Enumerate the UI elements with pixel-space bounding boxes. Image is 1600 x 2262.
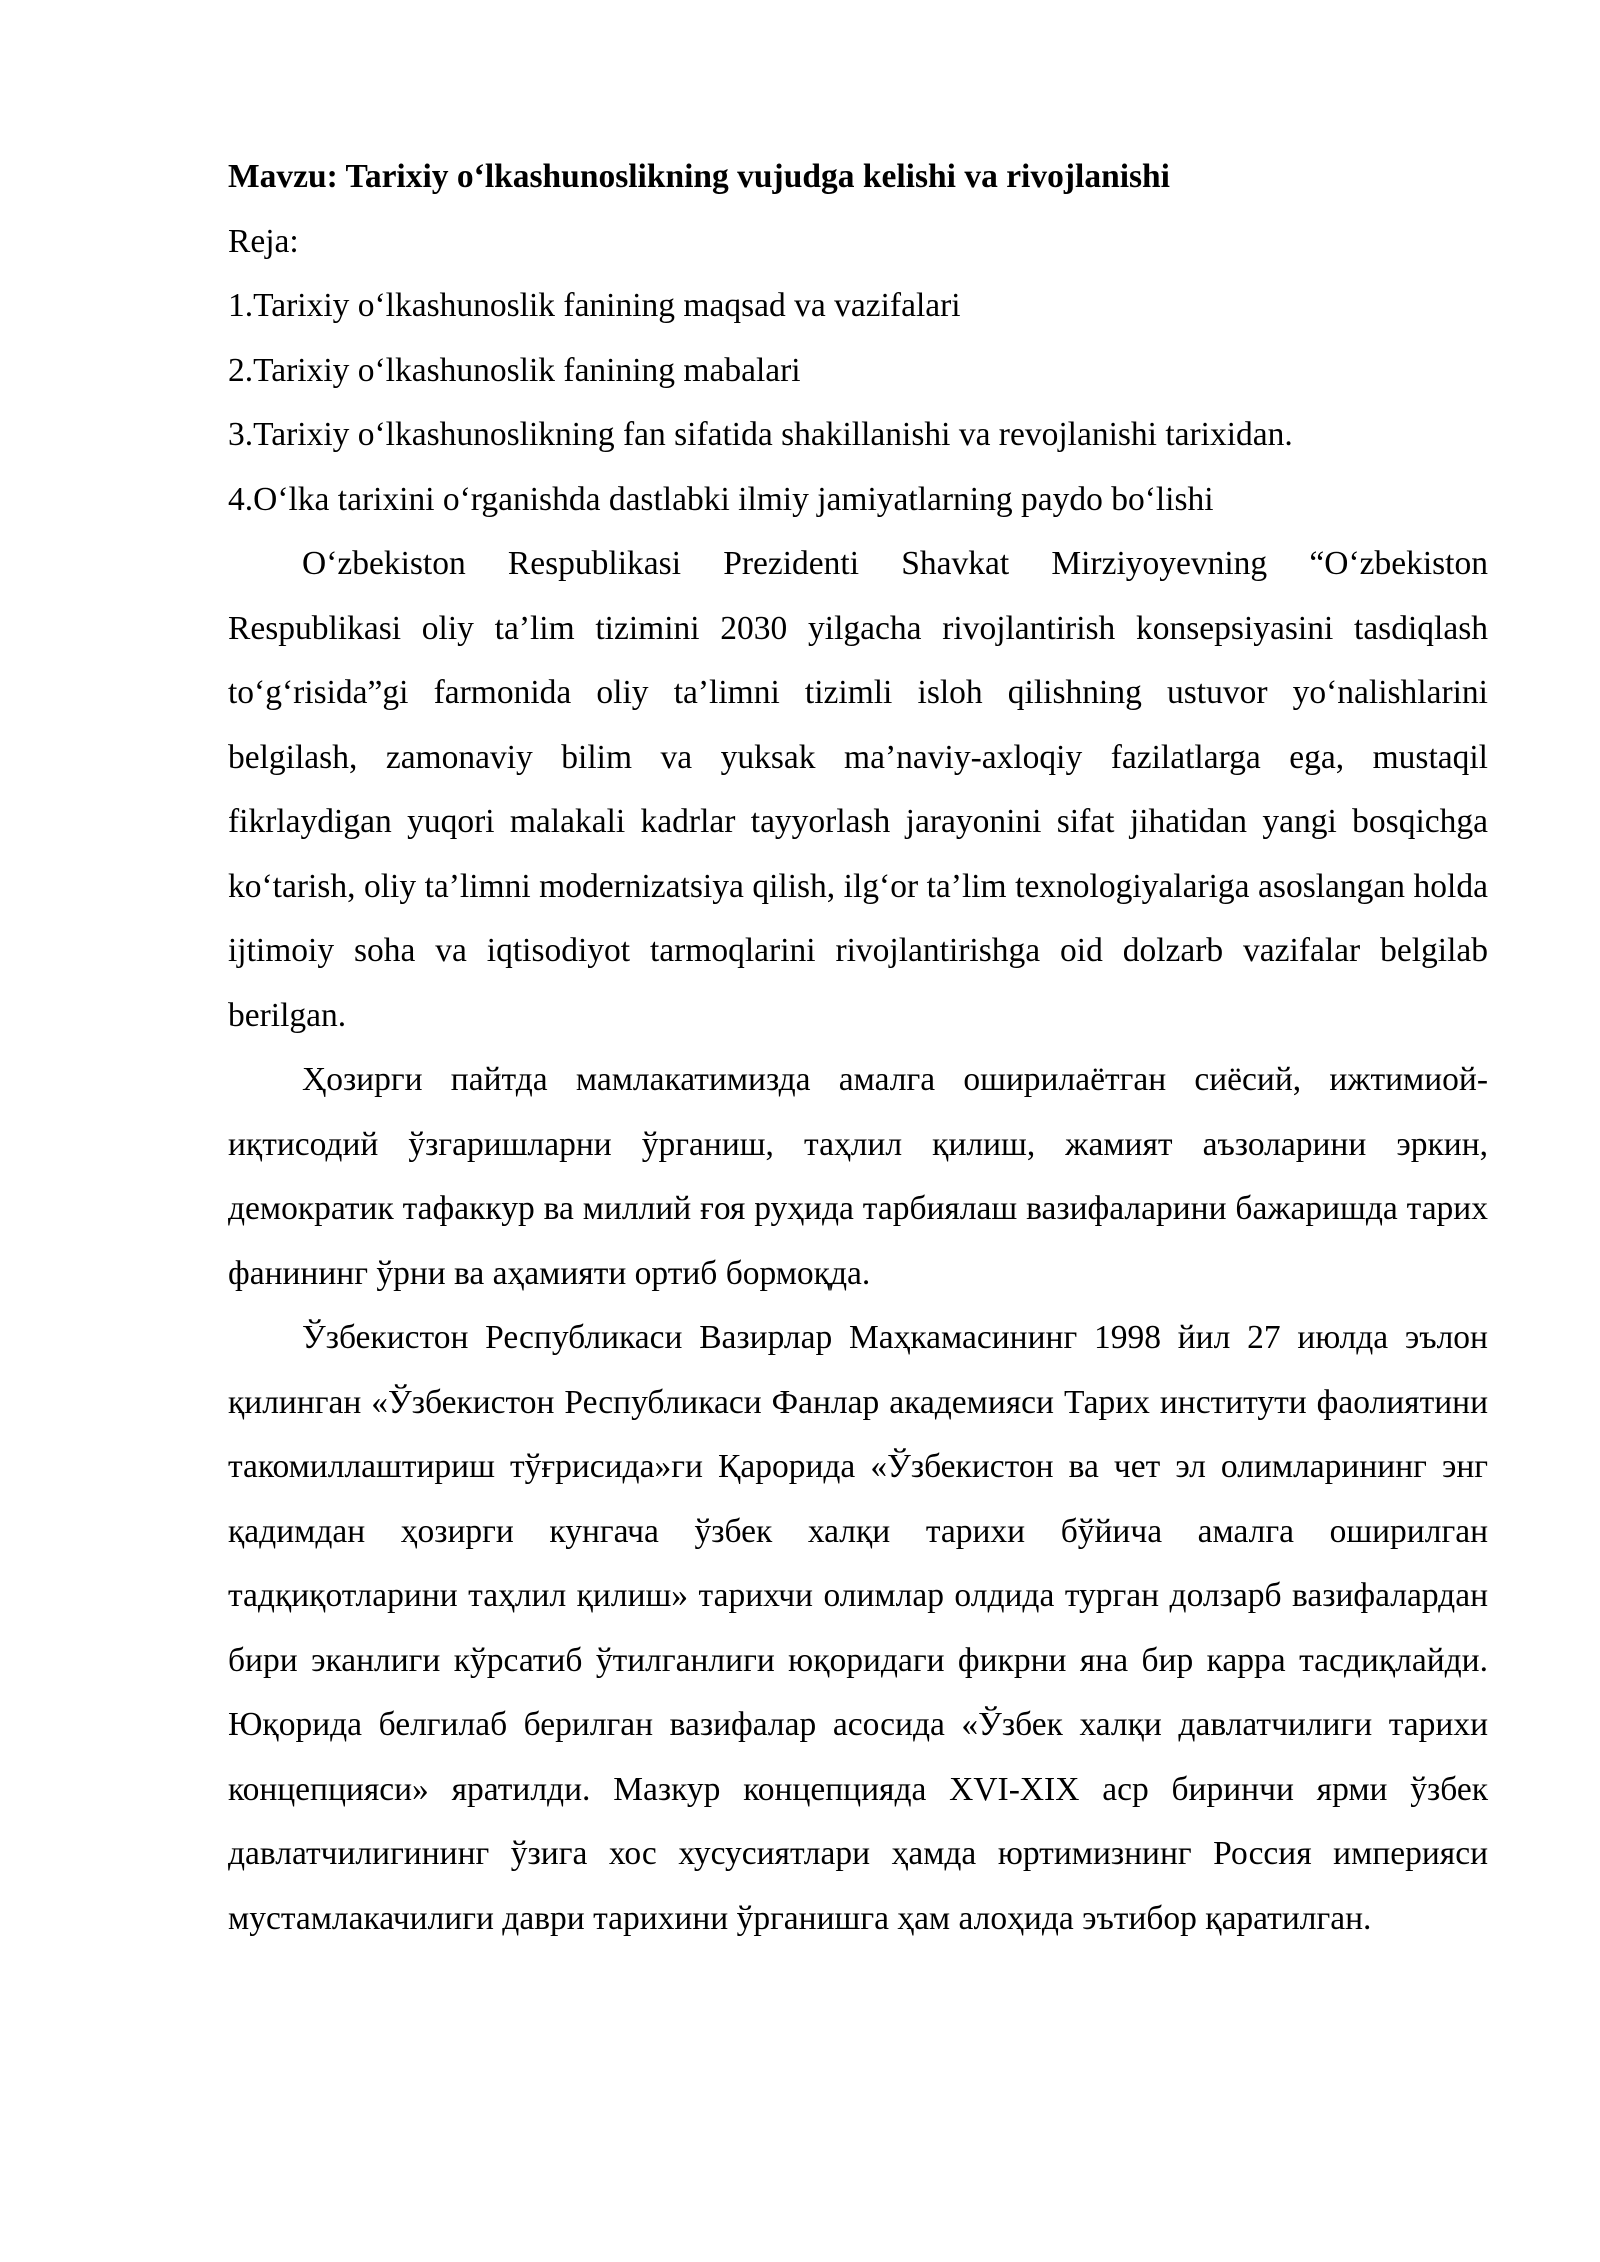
body-paragraph-1: O‘zbekiston Respublikasi Prezidenti Shavkat Mirziyoyevning “O‘zbekiston Respublikasi oliy ta’lim tizimini 2030 yilgacha rivojlantirish konsepsiyasini tasdiqlash to‘g‘risida”gi farmonida oliy ta’limni tizimli isloh qilishning ustuvor yo‘nalishlarini belgilash, zamonaviy bilim va yuksak ma’naviy-axloqiy fazilatlarga ega, mustaqil fikrlaydigan yuqori malakali kadrlar tayyorlash jarayonini sifat jihatidan yangi bosqichga ko‘tarish, oliy ta’limni modernizatsiya qilish, ilg‘or ta’lim texnologiyalariga asoslangan holda ijtimoiy soha va iqtisodiyot tarmoqlarini rivojlantirishga oid dolzarb vazifalar belgilab berilgan. [228, 545, 1488, 1034]
body-paragraph-2: Ҳозирги пайтда мамлакатимизда амалга оширилаётган сиёсий, ижтимиой-иқтисодий ўзгаришларни ўрганиш, таҳлил қилиш, жамият аъзоларини эркин, демократик тафаккур ва миллий ғоя руҳида тарбиялаш вазифаларини бажаришда тарих фанининг ўрни ва аҳамияти ортиб бормоқда. [228, 1061, 1488, 1292]
document-title: Mavzu: Tarixiy o‘lkashunoslikning vujudga kelishi va rivojlanishi [228, 158, 1170, 195]
plan-item-3: 3.Tarixiy o‘lkashunoslikning fan sifatida shakillanishi va revojlanishi tarixidan. [228, 416, 1293, 453]
plan-item-2: 2.Tarixiy o‘lkashunoslik fanining mabalari [228, 351, 801, 389]
plan-list [228, 274, 1488, 532]
plan-item-4: 4.O‘lka tarixini o‘rganishda dastlabki ilmiy jamiyatlarning paydo bo‘lishi [228, 480, 1214, 518]
document-page [228, 145, 1488, 1951]
body-paragraph-3: Ўзбекистон Республикаси Вазирлар Маҳкамасининг 1998 йил 27 июлда эълон қилинган «Ўзбекистон Республикаси Фанлар академияси Тарих институти фаолиятини такомиллаштириш тўғрисида»ги Қарорида «Ўзбекистон ва чет эл олимларининг энг қадимдан ҳозирги кунгача ўзбек халқи тарихи бўйича амалга оширилган тадқиқотларини таҳлил қилиш» тарихчи олимлар олдида турган долзарб вазифалардан бири эканлиги кўрсатиб ўтилганлиги юқоридаги фикрни яна бир карра тасдиқлайди. Юқорида белгилаб берилган вазифалар асосида «Ўзбек халқи давлатчилиги тарихи концепцияси» яратилди. Мазкур концепцияда XVI-XIX аср биринчи ярми ўзбек давлатчилигининг ўзига хос хусусиятлари ҳамда юртимизнинг Россия империяси мустамлакачилиги даври тарихини ўрганишга ҳам алоҳида эътибор қаратилган. [228, 1319, 1488, 1937]
plan-item-1: 1.Tarixiy o‘lkashunoslik fanining maqsad va vazifalari [228, 287, 961, 324]
plan-label: Reja: [228, 222, 299, 260]
